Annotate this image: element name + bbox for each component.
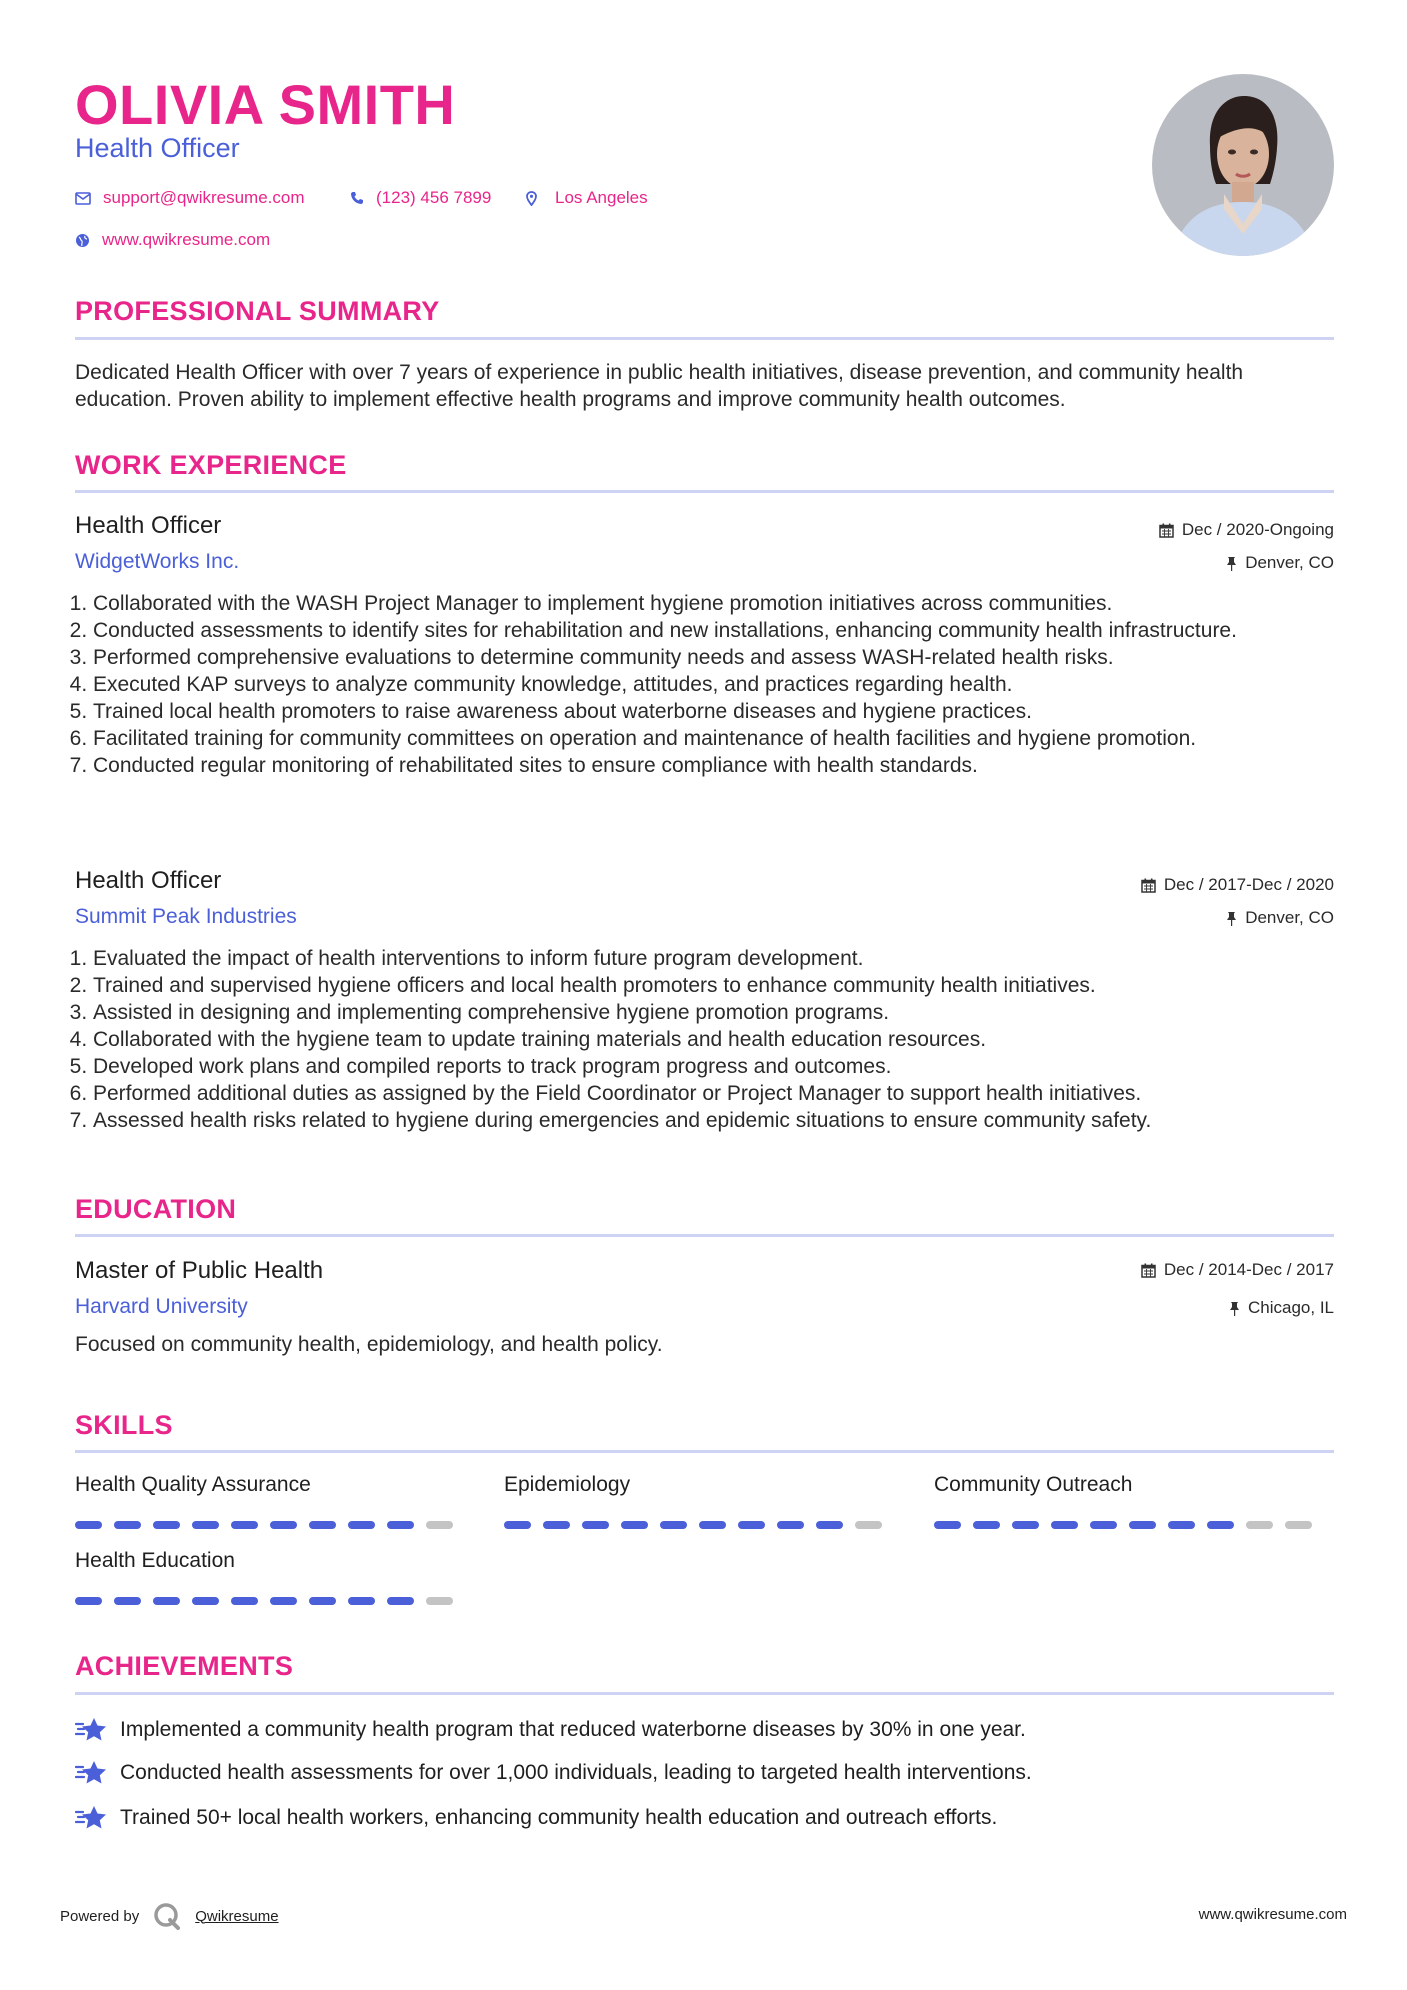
skill-segment-empty bbox=[1285, 1521, 1312, 1529]
skill-meter bbox=[504, 1521, 882, 1529]
skill-segment-empty bbox=[426, 1597, 453, 1605]
achievements-heading: ACHIEVEMENTS bbox=[75, 1651, 294, 1681]
location-text: Los Angeles bbox=[555, 188, 648, 207]
list-item: 5. Trained local health promoters to raise awareness about waterborne diseases and hygiene practices. bbox=[93, 698, 1352, 725]
list-item: 6. Facilitated training for community committees on operation and maintenance of health facilities and hygiene promotion. bbox=[93, 725, 1352, 752]
pushpin-icon bbox=[1226, 556, 1237, 571]
skill-name: Epidemiology bbox=[504, 1473, 631, 1496]
candidate-name: OLIVIA SMITH bbox=[75, 73, 456, 136]
envelope-icon bbox=[75, 192, 91, 205]
skill-segment-filled bbox=[1168, 1521, 1195, 1529]
job-dates-text: Dec / 2017-Dec / 2020 bbox=[1163, 875, 1334, 894]
list-item: 2. Conducted assessments to identify sites for rehabilitation and new installations, enhancing community health infrastructure. bbox=[93, 617, 1352, 644]
website-contact[interactable] bbox=[75, 230, 270, 250]
skill-segment-filled bbox=[543, 1521, 570, 1529]
list-item: 1. Collaborated with the WASH Project Manager to implement hygiene promotion initiatives across communities. bbox=[93, 590, 1352, 617]
list-item: 2. Trained and supervised hygiene officers and local health promoters to enhance community health initiatives. bbox=[93, 972, 1352, 999]
skill-segment-filled bbox=[270, 1597, 297, 1605]
skill-segment-filled bbox=[387, 1597, 414, 1605]
skill-segment-filled bbox=[699, 1521, 726, 1529]
skill-segment-filled bbox=[582, 1521, 609, 1529]
skill-segment-filled bbox=[816, 1521, 843, 1529]
star-badge-icon bbox=[75, 1716, 108, 1743]
phone-icon bbox=[350, 191, 364, 205]
list-item: 4. Collaborated with the hygiene team to update training materials and health education resources. bbox=[93, 1026, 1352, 1053]
summary-heading: PROFESSIONAL SUMMARY bbox=[75, 296, 440, 326]
pushpin-icon bbox=[1229, 1301, 1240, 1316]
skill-segment-filled bbox=[387, 1521, 414, 1529]
list-item: 1. Evaluated the impact of health interventions to inform future program development. bbox=[93, 945, 1352, 972]
skill-segment-filled bbox=[270, 1521, 297, 1529]
job-company: Summit Peak Industries bbox=[75, 905, 297, 928]
calendar-icon bbox=[1159, 523, 1174, 538]
location-contact bbox=[526, 188, 648, 208]
skill-segment-filled bbox=[1207, 1521, 1234, 1529]
skill-segment-empty bbox=[1246, 1521, 1273, 1529]
skill-segment-filled bbox=[1090, 1521, 1117, 1529]
calendar-icon bbox=[1141, 878, 1156, 893]
education-school: Harvard University bbox=[75, 1295, 248, 1318]
qwikresume-logo-icon bbox=[153, 1902, 181, 1930]
powered-by-label: Powered by bbox=[60, 1907, 140, 1925]
list-item: 5. Developed work plans and compiled reports to track program progress and outcomes. bbox=[93, 1053, 1352, 1080]
job-location bbox=[1226, 908, 1334, 928]
skill-segment-filled bbox=[75, 1597, 102, 1605]
skill-segment-filled bbox=[1051, 1521, 1078, 1529]
skill-meter bbox=[75, 1597, 453, 1605]
footer-powered-by bbox=[60, 1902, 279, 1930]
job-dates-text: Dec / 2020-Ongoing bbox=[1181, 520, 1334, 539]
skill-segment-filled bbox=[660, 1521, 687, 1529]
skill-name: Health Quality Assurance bbox=[75, 1473, 311, 1496]
education-heading: EDUCATION bbox=[75, 1194, 237, 1224]
list-item: 3. Assisted in designing and implementing comprehensive hygiene promotion programs. bbox=[93, 999, 1352, 1026]
list-item: 7. Assessed health risks related to hygiene during emergencies and epidemic situations to ensure community safety. bbox=[93, 1107, 1352, 1134]
achievement-text: Conducted health assessments for over 1,000 individuals, leading to targeted health interventions. bbox=[120, 1760, 1032, 1784]
skill-meter bbox=[75, 1521, 453, 1529]
skill-segment-filled bbox=[348, 1597, 375, 1605]
achievement-text: Implemented a community health program that reduced waterborne diseases by 30% in one year. bbox=[120, 1717, 1026, 1741]
skill-segment-filled bbox=[973, 1521, 1000, 1529]
job-bullets bbox=[75, 945, 1352, 1134]
achievement-item bbox=[75, 1759, 1032, 1786]
job-location-text: Denver, CO bbox=[1245, 553, 1334, 572]
skill-segment-filled bbox=[231, 1597, 258, 1605]
profile-photo bbox=[1152, 74, 1334, 256]
skill-segment-filled bbox=[114, 1597, 141, 1605]
skill-segment-empty bbox=[855, 1521, 882, 1529]
skill-segment-filled bbox=[348, 1521, 375, 1529]
map-pin-icon bbox=[526, 191, 537, 206]
phone-text: (123) 456 7899 bbox=[376, 188, 492, 207]
job-location bbox=[1226, 553, 1334, 573]
skill-segment-filled bbox=[153, 1597, 180, 1605]
star-badge-icon bbox=[75, 1759, 108, 1786]
skill-name: Health Education bbox=[75, 1549, 235, 1572]
skill-segment-filled bbox=[504, 1521, 531, 1529]
skill-segment-filled bbox=[114, 1521, 141, 1529]
skills-divider bbox=[75, 1450, 1334, 1453]
education-dates bbox=[1141, 1260, 1334, 1280]
summary-divider bbox=[75, 337, 1334, 340]
email-contact[interactable] bbox=[75, 188, 305, 208]
work-divider bbox=[75, 490, 1334, 493]
skill-segment-filled bbox=[231, 1521, 258, 1529]
pushpin-icon bbox=[1226, 911, 1237, 926]
skill-segment-filled bbox=[75, 1521, 102, 1529]
job-role: Health Officer bbox=[75, 867, 222, 894]
list-item: 6. Performed additional duties as assigned by the Field Coordinator or Project Manager to support health initiatives. bbox=[93, 1080, 1352, 1107]
achievements-divider bbox=[75, 1692, 1334, 1695]
achievement-item bbox=[75, 1804, 997, 1831]
education-location bbox=[1229, 1298, 1334, 1318]
job-bullets bbox=[75, 590, 1352, 779]
skill-segment-filled bbox=[934, 1521, 961, 1529]
calendar-icon bbox=[1141, 1263, 1156, 1278]
education-dates-text: Dec / 2014-Dec / 2017 bbox=[1163, 1260, 1334, 1279]
skill-segment-filled bbox=[1129, 1521, 1156, 1529]
skills-heading: SKILLS bbox=[75, 1410, 173, 1440]
skill-meter bbox=[934, 1521, 1312, 1529]
email-text: support@qwikresume.com bbox=[103, 188, 305, 207]
skill-segment-filled bbox=[738, 1521, 765, 1529]
job-role: Health Officer bbox=[75, 512, 222, 539]
education-description: Focused on community health, epidemiology, and health policy. bbox=[75, 1333, 663, 1356]
skill-segment-filled bbox=[192, 1521, 219, 1529]
job-dates bbox=[1141, 875, 1334, 895]
education-location-text: Chicago, IL bbox=[1248, 1298, 1334, 1317]
list-item: 3. Performed comprehensive evaluations to determine community needs and assess WASH-related health risks. bbox=[93, 644, 1352, 671]
candidate-title: Health Officer bbox=[75, 133, 240, 163]
footer-site[interactable]: www.qwikresume.com bbox=[1198, 1906, 1347, 1923]
skill-segment-filled bbox=[153, 1521, 180, 1529]
skill-segment-filled bbox=[777, 1521, 804, 1529]
achievement-text: Trained 50+ local health workers, enhancing community health education and outreach efforts. bbox=[120, 1805, 998, 1829]
star-badge-icon bbox=[75, 1804, 108, 1831]
skill-segment-filled bbox=[1012, 1521, 1039, 1529]
footer-brand-link[interactable]: Qwikresume bbox=[195, 1907, 279, 1925]
skill-segment-filled bbox=[621, 1521, 648, 1529]
job-location-text: Denver, CO bbox=[1245, 908, 1334, 927]
website-text: www.qwikresume.com bbox=[102, 230, 271, 249]
skill-segment-empty bbox=[426, 1521, 453, 1529]
education-divider bbox=[75, 1234, 1334, 1237]
skill-name: Community Outreach bbox=[934, 1473, 1133, 1496]
job-company: WidgetWorks Inc. bbox=[75, 550, 240, 573]
work-heading: WORK EXPERIENCE bbox=[75, 450, 347, 480]
list-item: 4. Executed KAP surveys to analyze community knowledge, attitudes, and practices regarding health. bbox=[93, 671, 1352, 698]
skill-segment-filled bbox=[309, 1597, 336, 1605]
education-degree: Master of Public Health bbox=[75, 1257, 324, 1284]
job-dates bbox=[1159, 520, 1334, 540]
skill-segment-filled bbox=[309, 1521, 336, 1529]
globe-icon bbox=[75, 233, 90, 248]
list-item: 7. Conducted regular monitoring of rehabilitated sites to ensure compliance with health standards. bbox=[93, 752, 1352, 779]
summary-text: Dedicated Health Officer with over 7 years of experience in public health initiatives, disease prevention, and community health education. Proven ability to implement effective health programs and improve community health outcomes. bbox=[75, 361, 1244, 411]
skill-segment-filled bbox=[192, 1597, 219, 1605]
phone-contact[interactable] bbox=[350, 188, 491, 208]
achievement-item bbox=[75, 1716, 1026, 1743]
